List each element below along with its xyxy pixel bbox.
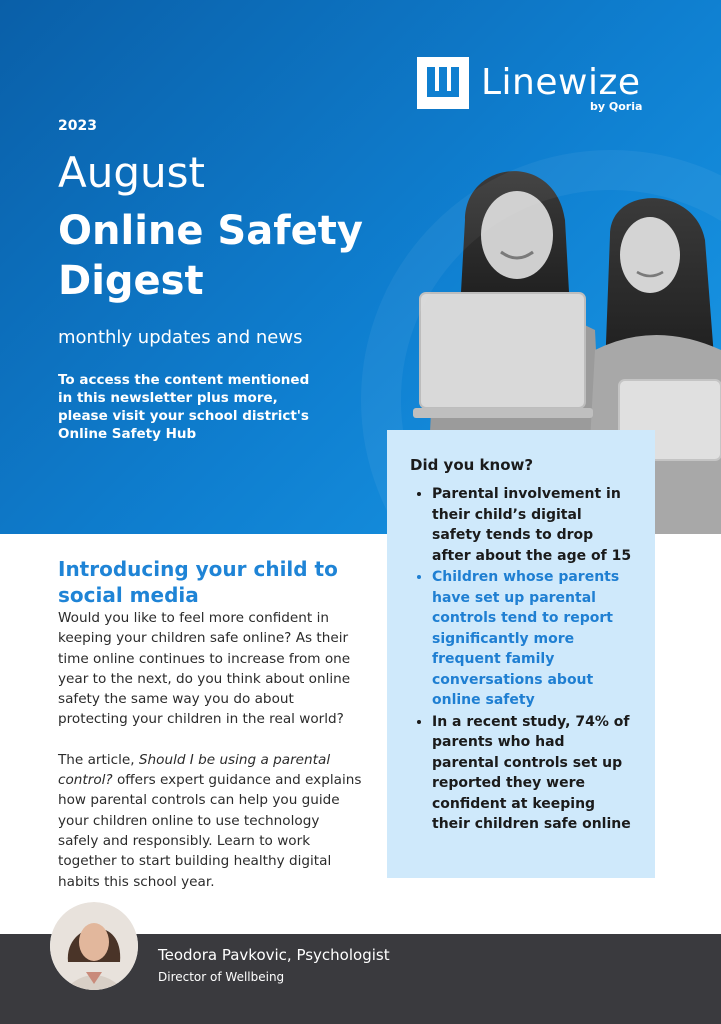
did-you-know-list <box>410 484 635 835</box>
author-portrait-icon <box>50 902 138 990</box>
access-note: To access the content mentioned in this newsletter plus more, please visit your school district's Online Safety Hub <box>58 372 310 442</box>
article-text: The article, <box>58 751 139 768</box>
article-paragraph: Would you like to feel more confident in keeping your children safe online? As their time online continues to increase from one year to the next, do you think about online safety the same way you do about protecting your children in the real world? <box>58 610 351 728</box>
author-role: Director of Wellbeing <box>158 970 285 984</box>
issue-month: August <box>58 148 205 197</box>
article-heading: Introducing your child to social media <box>58 557 338 607</box>
avatar <box>50 902 138 990</box>
page-subtitle: monthly updates and news <box>58 327 303 348</box>
article-body <box>58 608 363 912</box>
did-you-know-callout <box>387 430 655 878</box>
fact-item: • In a recent study, 74% of parents who had parental controls set up reported they were confident at keeping their children safe online <box>432 712 635 835</box>
article-link-title[interactable]: Should I be using a parental control? <box>58 751 331 789</box>
fact-item: • Children whose parents have set up parental controls tend to report significantly more frequent family conversations about online safety <box>432 567 635 711</box>
fact-item: • Parental involvement in their child’s digital safety tends to drop after about the age of 15 <box>432 484 635 566</box>
article-paragraph <box>58 750 363 892</box>
page-title: Online Safety Digest <box>58 208 363 304</box>
brand-byline: by Qoria <box>590 100 643 113</box>
brand-name: Linewize <box>481 62 641 103</box>
author-name: Teodora Pavkovic, Psychologist <box>158 946 390 964</box>
issue-year: 2023 <box>58 118 97 134</box>
linewize-logo-icon <box>417 57 469 109</box>
did-you-know-heading: Did you know? <box>410 456 534 474</box>
article-text: offers expert guidance and explains how parental controls can help you guide your children online to use technology safely and responsibly. Learn to work together to start building healthy digital habits this school year. <box>58 772 362 890</box>
